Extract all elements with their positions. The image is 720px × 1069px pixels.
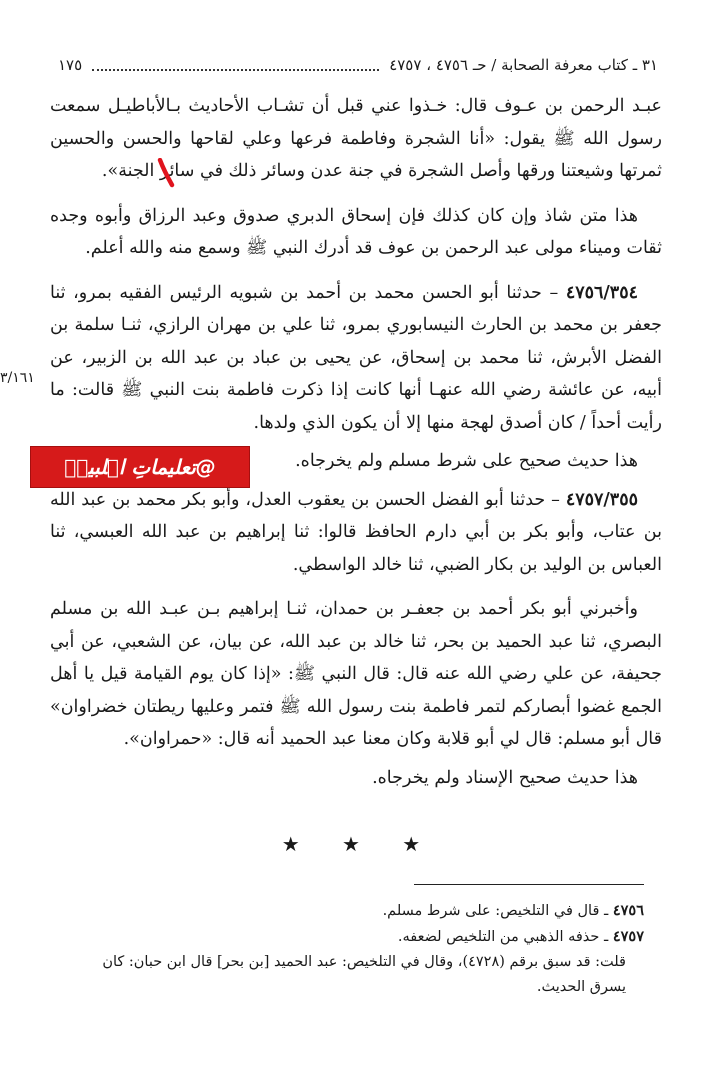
hadith-text: – حدثنا أبو الفضل الحسن بن يعقوب العدل، وأبو بكر محمد بن عبد الله بن عتاب، وأبو بكر بن أبي دارم الحافظ قالوا: ثنا إبراهيم بن عبد الله العبسي، ثنا العباس بن الوليد بن بكار الضبي، ثنا خالد الواسطي. [50,489,662,575]
footnote-number: ٤٧٥٦ [612,902,644,919]
footnote-text: ـ قال في التلخيص: على شرط مسلم. [382,903,613,919]
footnote-note: قلت: قد سبق برقم (٤٧٢٨)، وقال في التلخيص: عبد الحميد [بن بحر] قال ابن حبان: كان [102,954,626,970]
channel-watermark-banner: @تعليماتِ اہلبیتؑ [31,447,249,487]
paragraph-continuation: عبـد الرحمن بن عـوف قال: خـذوا عني قبل أن تشـاب الأحاديث بـالأباطيـل سمعت رسول الله ﷺ يقول: «أنا الشجرة وفاطمة فرعها وعلي لقاحها والحسن والحسين ثمرتها وشيعتنا ورقها وأصل الشجرة في جنة عدن وسائر ذلك في سائر الجنة». [50,96,662,181]
hadith-4756 [50,277,662,440]
footnote-4757 [50,924,644,950]
hadith-4757-grade: هذا حديث صحيح الإسناد ولم يخرجاه. [372,767,638,788]
hadith-4757-second-chain: وأخبرني أبو بكر أحمد بن جعفـر بن حمدان، ثنـا إبراهيم بـن عبـد الله بن مسلم البصري، ثنا عبد الحميد بن بحر، ثنا خالد بن عبد الله، عن بيان، عن الشعبي، عن أبي جحيفة، عن علي رضي الله عنه قال: قال النبي ﷺ: «إذا كان يوم القيامة قيل يا أهل الجمع غضوا أبصاركم لتمر فاطمة بنت رسول الله ﷺ فتمر وعليها ريطتان خضراوان» قال أبو مسلم: قال لي أبو قلابة وكان معنا عبد الحميد أنه قال: «حمراوان». [50,599,662,749]
footnote-text: ـ حذفه الذهبي من التلخيص لضعفه. [397,929,613,945]
margin-volume-reference: ٣/١٦١ [0,370,35,386]
running-title: ٣١ ـ كتاب معرفة الصحابة / حـ ٤٧٥٦ ، ٤٧٥٧ [389,56,658,74]
footnote-rule [414,884,644,885]
hadith-4756-grade: هذا حديث صحيح على شرط مسلم ولم يخرجاه. [295,451,638,471]
hadith-number: ٤٧٥٧/٣٥٥ [565,489,638,510]
footnote-note-continuation: يسرق الحديث. [536,979,626,995]
hadith-4757 [50,484,662,582]
hadith-number: ٤٧٥٦/٣٥٤ [565,282,638,303]
hadith-text: – حدثنا أبو الحسن محمد بن أحمد بن شبويه الرئيس الفقيه بمرو، ثنا جعفر بن محمد بن الحارث النيسابوري بمرو، ثنا علي بن مهران الرازي، ثنـا سلمة بن الفضل الأبرش، ثنا محمد بن إسحاق، عن يحيى بن عباد بن عبد الله بن الزبير، عن أبيه، عن عائشة رضي الله عنهـا أنها كانت إذا ذكرت فاطمة بنت النبي ﷺ قالت: ما رأيت أحداً / كان أصدق لهجة منها إلا أن يكون الذي ولدها. [50,282,662,433]
footnote-4756 [50,898,644,924]
red-pen-mark [157,158,175,188]
running-header [58,52,658,79]
page-number: ١٧٥ [58,56,83,74]
footnote-number: ٤٧٥٧ [612,928,644,945]
header-dot-leader [92,59,379,71]
paragraph-commentary: هذا متن شاذ وإن كان كذلك فإن إسحاق الدبري صدوق وعبد الرزاق وأبوه وجده ثقات وميناء مولى عبد الرحمن بن عوف قد أدرك النبي ﷺ وسمع منه والله أعلم. [50,205,662,258]
footnotes [50,898,644,1000]
section-separator-stars: ★ ★ ★ [281,832,439,856]
